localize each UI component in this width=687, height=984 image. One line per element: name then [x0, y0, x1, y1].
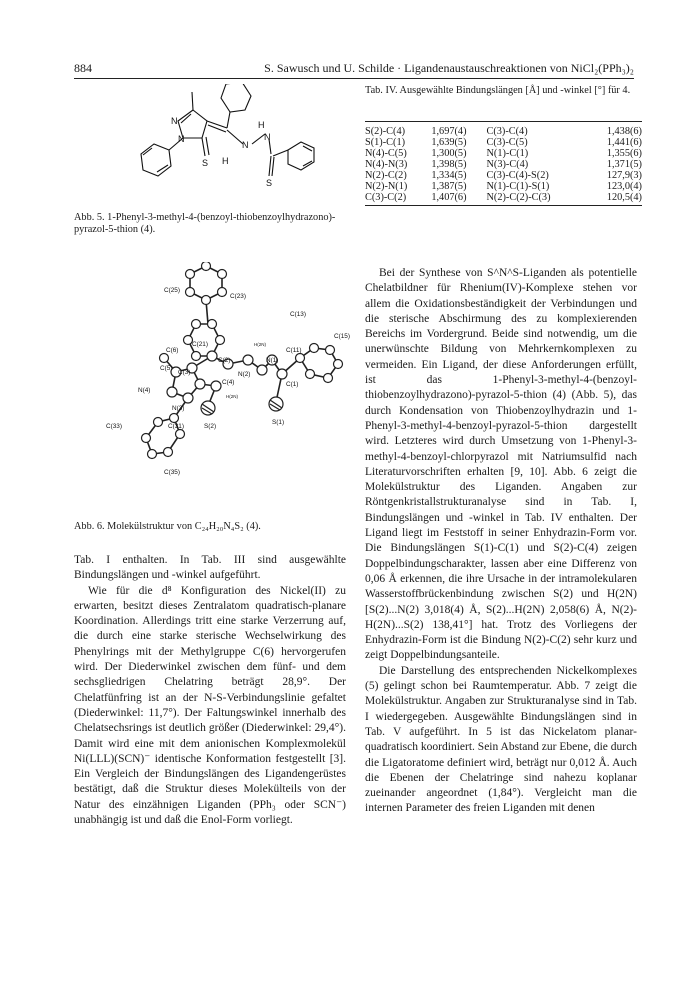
table-row	[365, 192, 642, 206]
atom-label: N(1)	[266, 357, 279, 364]
table-cell: 1,697(4)	[431, 122, 486, 138]
atom-label: H	[222, 156, 229, 166]
table-cell: 123,0(4)	[606, 181, 642, 192]
table-row	[365, 170, 642, 181]
table-cell: C(3)-C(5)	[486, 137, 528, 148]
figure-5-structure-diagram	[105, 84, 315, 214]
atom-label: N(4)	[138, 387, 151, 394]
table-cell: 1,639(5)	[431, 137, 467, 148]
table-cell: 127,9(3)	[606, 170, 642, 181]
right-column-text	[365, 266, 637, 817]
table-cell: N(4)-C(5)	[365, 148, 407, 159]
table-cell: 120,5(4)	[587, 192, 642, 206]
left-column-text	[74, 553, 346, 828]
table-cell: 1,407(6)	[431, 192, 486, 206]
page-number: 884	[74, 61, 92, 75]
atom-label: H(2N)	[226, 394, 238, 399]
table-cell: 1,371(5)	[606, 159, 642, 170]
table-cell: 1,355(6)	[606, 148, 642, 159]
table-cell: N(1)-C(1)	[486, 148, 529, 159]
table-cell: 1,438(6)	[587, 122, 642, 138]
atom-label: C(25)	[164, 287, 180, 294]
atom-label: N	[264, 132, 271, 142]
table-cell: 1,441(6)	[606, 137, 642, 148]
table-cell: N(3)-C(4)	[486, 159, 529, 170]
atom-label: C(11)	[286, 347, 302, 354]
paragraph: Wie für die d⁸ Konfiguration des Nickel(II) zu erwarten, besitzt dieses Zentralatom quadratisch-planare Koordination. Allerdings tritt eine starke Verzerrung auf, die durch eine starke sterische Wechselwirkung des Phenylrings mit der Methylgruppe C(6) hervorgerufen wird. Der Diederwinkel zwischen dem fünf- und dem sechsgliedrigen Chelatring beträgt 28,9°. Der Chelatfünfring ist an der N-S-Verbindungslinie gefaltet (Diederwinkel: 11,7°). Der Faltungswinkel innerhalb des Chelatsechsrings ist deutlich größer (Diederwinkel: 29,4°). Damit wird eine mit dem anionischen Komplexmolekül Ni(LLL)(SCN)⁻ identische Konformation festgestellt [3]. Ein Vergleich der Bindungslängen des Ligandengerüstes bestätigt, daß die Struktur dieses Molekülteils von der Natur des einzähnigen Liganden (PPh₃ oder SCN⁻) unabhängig ist und daß die Enol-Form vorliegt.	[74, 584, 346, 827]
atom-label: C(23)	[230, 293, 246, 300]
atom-label: C(31)	[168, 423, 184, 430]
figure-6-caption: Abb. 6. Molekülstruktur von C₂₄H₂₀N₄S₂ (4).	[74, 521, 261, 532]
figure-5-caption: Abb. 5. 1-Phenyl-3-methyl-4-(benzoyl-thiobenzoylhydrazono)-pyrazol-5-thion (4).	[74, 212, 336, 235]
atom-label: S(1)	[272, 419, 285, 426]
table-cell: 1,387(5)	[431, 181, 467, 192]
atom-label: H(2N)	[254, 342, 266, 347]
atom-label: C(33)	[106, 423, 122, 430]
atom-label: S	[266, 178, 273, 188]
paragraph: Die Darstellung des entsprechenden Nickelkomplexes (5) gelingt schon bei Raumtemperatur. Abb. 7 zeigt die Molekülstruktur. Angaben zur Strukturanalyse sind in Tab. I wiedergegeben. Ausgewählte Bindungslängen sind in Tab. V aufgeführt. In 5 ist das Nickelatom planar-quadratisch koordiniert. Sein Abstand zur Ebene, die durch die Ligatoratome definiert wird, beträgt nur 0,012 Å. Auch die Ebenen der Chelatringe sind nahezu koplanar zueinander angeordnet (1,84°). Vergleicht man die internen Parameter des freien Liganden mit denen	[365, 664, 637, 815]
running-header	[74, 60, 634, 79]
table-4-caption: Tab. IV. Ausgewählte Bindungslängen [Å] und -winkel [°] für 4.	[365, 85, 631, 96]
table-cell: 1,334(5)	[431, 170, 467, 181]
table-cell: N(1)-C(1)-S(1)	[486, 181, 550, 192]
table-row	[365, 148, 642, 159]
running-title: S. Sawusch und U. Schilde · Ligandenaustauschreaktionen von NiCl₂(PPh₃)₂	[264, 61, 634, 75]
table-cell: S(2)-C(4)	[365, 122, 431, 138]
atom-label: N(2)	[238, 371, 251, 378]
table-cell: N(2)-C(2)-C(3)	[486, 192, 586, 206]
atom-label: S	[202, 158, 209, 168]
atom-label: C(5)	[160, 365, 173, 372]
paragraph: Tab. I enthalten. In Tab. III sind ausgewählte Bindungslängen und -winkel aufgeführt.	[74, 554, 346, 582]
atom-label: C(35)	[164, 469, 180, 476]
atom-label: C(1)	[286, 381, 299, 388]
table-row	[365, 181, 642, 192]
table-row	[365, 159, 642, 170]
table-cell: 1,300(5)	[431, 148, 467, 159]
paragraph: Bei der Synthese von S^N^S-Liganden als potentielle Chelatbildner für Rhenium(IV)-Komplexe stehen vor allem die Oxidationsbeständigkeit der Verbindungen und die sterische Abschirmung des zu komplexierenden Bereichs im Vordergrund. Beide sind notwendig, um die unerwünschte Bildung von Mehrkernkomplexen zu vermeiden. Ein Ligand, der diese Anforderungen erfüllt, ist das 1-Phenyl-3-methyl-4-(benzoyl-thiobenzoylhydrazono)-pyrazol-5-thion (4) (Abb. 5), das durch Kondensation von Thiobenzoylhydrazin und 1-Phenyl-3-methyl-4-benzoyl-pyrazol-5-thion dargestellt wird. Letzteres wird durch Umsetzung von 1-Phenyl-3-methyl-4-benzoyl-chlorpyrazol mit Natriumsulfid nach Literaturvorschriften erhalten [9, 10]. Abb. 6 zeigt die Molekülstruktur des Liganden. Angaben zur Röntgenkristallstrukturanalyse sind in Tab. I, Bindungslängen und -winkel in Tab. IV enthalten. Der Ligand liegt im Feststoff in seiner Enhydrazin-Form vor. Die Bindungslängen S(1)-C(1) und S(2)-C(4) zeigen Doppelbindungscharakter, lassen aber eine Differenz von 0,06 Å erkennen, die ihre Ursache in der intramolekularen Wasserstoffbrückenbindung zwischen S(2) und H(2N) [S(2)...N(2) 3,018(4) Å, S(2)...H(2N) 2,058(6) Å, N(2)-H(2N)...S(2) 138,41°] hat. Trotz des Vorliegens der Enhydrazin-Form ist die Bindung N(2)-C(2) sehr kurz und zeigt Doppelbindungsanteile.	[365, 267, 637, 662]
table-row	[365, 122, 642, 138]
atom-label: N	[171, 116, 178, 126]
atom-label: S(2)	[204, 423, 217, 430]
table-cell: C(3)-C(4)	[486, 122, 586, 138]
table-cell: N(2)-C(2)	[365, 170, 407, 181]
atom-label: C(15)	[334, 333, 350, 340]
atom-label: C(3)	[178, 369, 191, 376]
atom-label: H	[258, 120, 265, 130]
atom-label: N	[178, 134, 185, 144]
table-cell: N(4)-N(3)	[365, 159, 408, 170]
table-cell: C(3)-C(2)	[365, 192, 431, 206]
table-cell: 1,398(5)	[431, 159, 467, 170]
figure-6-molecular-structure	[76, 262, 354, 492]
atom-label: C(2)	[218, 357, 231, 364]
table-cell: C(3)-C(4)-S(2)	[486, 170, 549, 181]
atom-label: N(3)	[172, 405, 185, 412]
table-row	[365, 137, 642, 148]
atom-label: N	[242, 140, 249, 150]
table-4-bond-lengths	[365, 121, 642, 206]
atom-label: C(21)	[192, 341, 208, 348]
atom-label: C(13)	[290, 311, 306, 318]
table-cell: S(1)-C(1)	[365, 137, 406, 148]
atom-label: C(4)	[222, 379, 235, 386]
atom-label: C(6)	[166, 347, 179, 354]
table-cell: N(2)-N(1)	[365, 181, 408, 192]
